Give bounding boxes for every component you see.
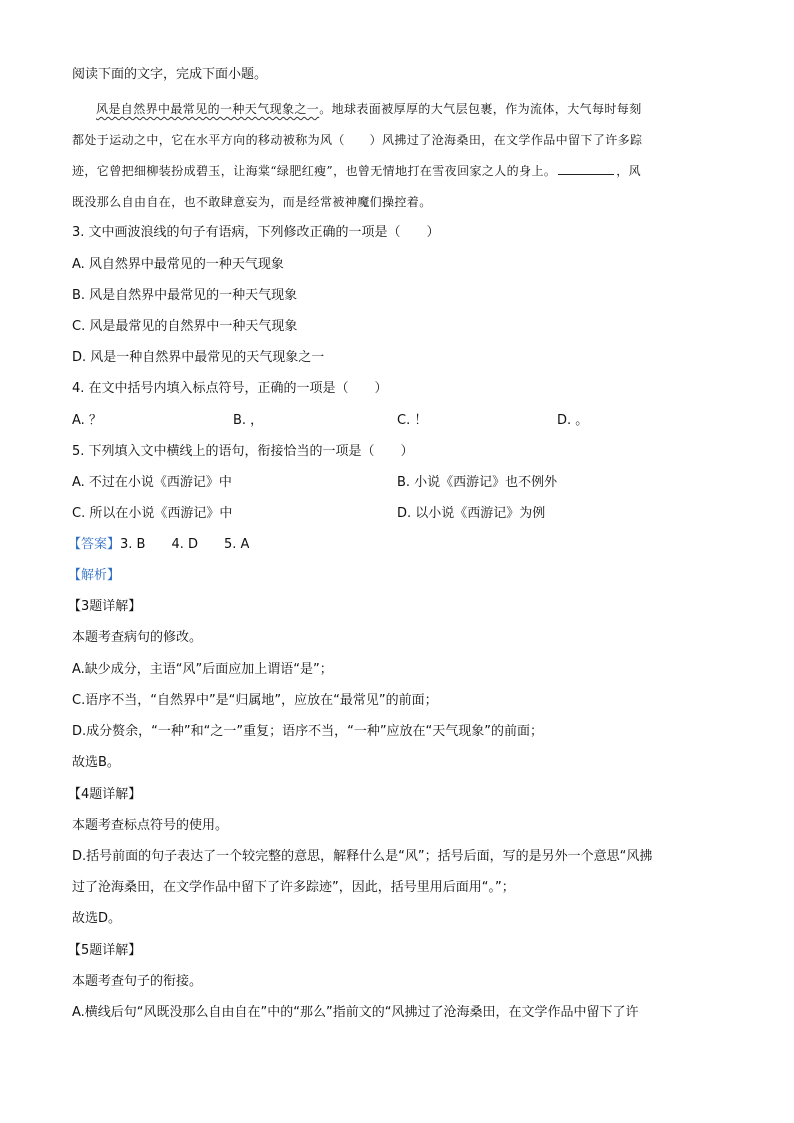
detail-4-line: D.括号前面的句子表达了一个较完整的意思，解释什么是“风”；括号后面，写的是另外一个意思“风拂	[72, 849, 653, 864]
detail-3-line: A.缺少成分，主语“风”后面应加上谓语“是”；	[72, 662, 333, 677]
detail-4-title: 【4题详解】	[68, 787, 142, 802]
detail-3-title: 【3题详解】	[68, 599, 142, 614]
detail-4-line: 本题考查标点符号的使用。	[72, 818, 229, 833]
passage-line-2	[72, 131, 642, 149]
question-5-option-b: B. 小说《西游记》也不例外	[397, 475, 558, 490]
wavy-sentence: 风是自然界中最常见的一种天气现象之一	[96, 102, 320, 116]
passage-text: 。地球表面被厚厚的大气层包裹，作为流体，大气每时每刻	[319, 102, 642, 116]
detail-3-line: 本题考查病句的修改。	[72, 630, 203, 645]
passage-line-1	[96, 100, 642, 118]
question-5-option-d: D. 以小说《西游记》为例	[397, 506, 546, 521]
passage-line-3	[72, 162, 641, 180]
question-3-stem: 3. 文中画波浪线的句子有语病，下列修改正确的一项是（ ）	[72, 225, 440, 240]
intro-text: 阅读下面的文字，完成下面小题。	[72, 67, 268, 82]
detail-4-line: 过了沧海桑田，在文学作品中留下了许多踪迹”，因此，括号里用后面用“。”；	[72, 880, 515, 895]
question-3-option-a: A. 风自然界中最常见的一种天气现象	[72, 257, 284, 272]
passage-text: 都处于运动之中，它在水平方向的移动被称为风	[72, 133, 333, 147]
question-4-stem: 4. 在文中括号内填入标点符号，正确的一项是（ ）	[72, 381, 388, 396]
detail-3-line: 故选B。	[72, 755, 120, 770]
answer-line	[68, 536, 249, 554]
detail-5-line: 本题考查句子的衔接。	[72, 974, 203, 989]
analysis-tag: 【解析】	[68, 568, 121, 583]
fill-blank-line	[558, 162, 614, 175]
blank-parentheses: （ ）	[332, 133, 383, 147]
answer-tag: 【答案】	[68, 537, 121, 552]
answer-text: 3. B 4. D 5. A	[120, 537, 250, 552]
question-3-option-d: D. 风是一种自然界中最常见的天气现象之一	[72, 350, 325, 365]
passage-text: 风拂过了沧海桑田，在文学作品中留下了许多踪	[382, 133, 643, 147]
detail-4-line: 故选D。	[72, 911, 122, 926]
detail-5-line: A.横线后句“风既没那么自由自在”中的“那么”指前文的“风拂过了沧海桑田，在文学作品中留下了许	[72, 1005, 639, 1020]
question-5-option-c: C. 所以在小说《西游记》中	[72, 506, 233, 521]
passage-text: ，风	[616, 164, 642, 178]
question-5-stem: 5. 下列填入文中横线上的语句，衔接恰当的一项是（ ）	[72, 444, 414, 459]
question-5-option-a: A. 不过在小说《西游记》中	[72, 475, 232, 490]
question-4-option-d: D. 。	[557, 413, 589, 428]
question-3-option-c: C. 风是最常见的自然界中一种天气现象	[72, 319, 298, 334]
detail-5-title: 【5题详解】	[68, 943, 142, 958]
question-3-option-b: B. 风是自然界中最常见的一种天气现象	[72, 288, 298, 303]
question-4-option-b: B. ，	[233, 413, 264, 428]
detail-3-line: D.成分赘余，“一种”和“之一”重复；语序不当，“一种”应放在“天气现象”的前面；	[72, 724, 544, 739]
detail-3-line: C.语序不当，“自然界中”是“归属地”，应放在“最常见”的前面；	[72, 693, 438, 708]
passage-text: 迹，它曾把细柳装扮成碧玉，让海棠“绿肥红瘦”，也曾无情地打在雪夜回家之人的身上。	[72, 164, 557, 178]
passage-line-4: 既没那么自由自在，也不敢肆意妄为，而是经常被神魔们操控着。	[72, 195, 432, 209]
question-4-option-c: C. ！	[397, 413, 428, 428]
question-4-option-a: A. ？	[72, 413, 102, 428]
